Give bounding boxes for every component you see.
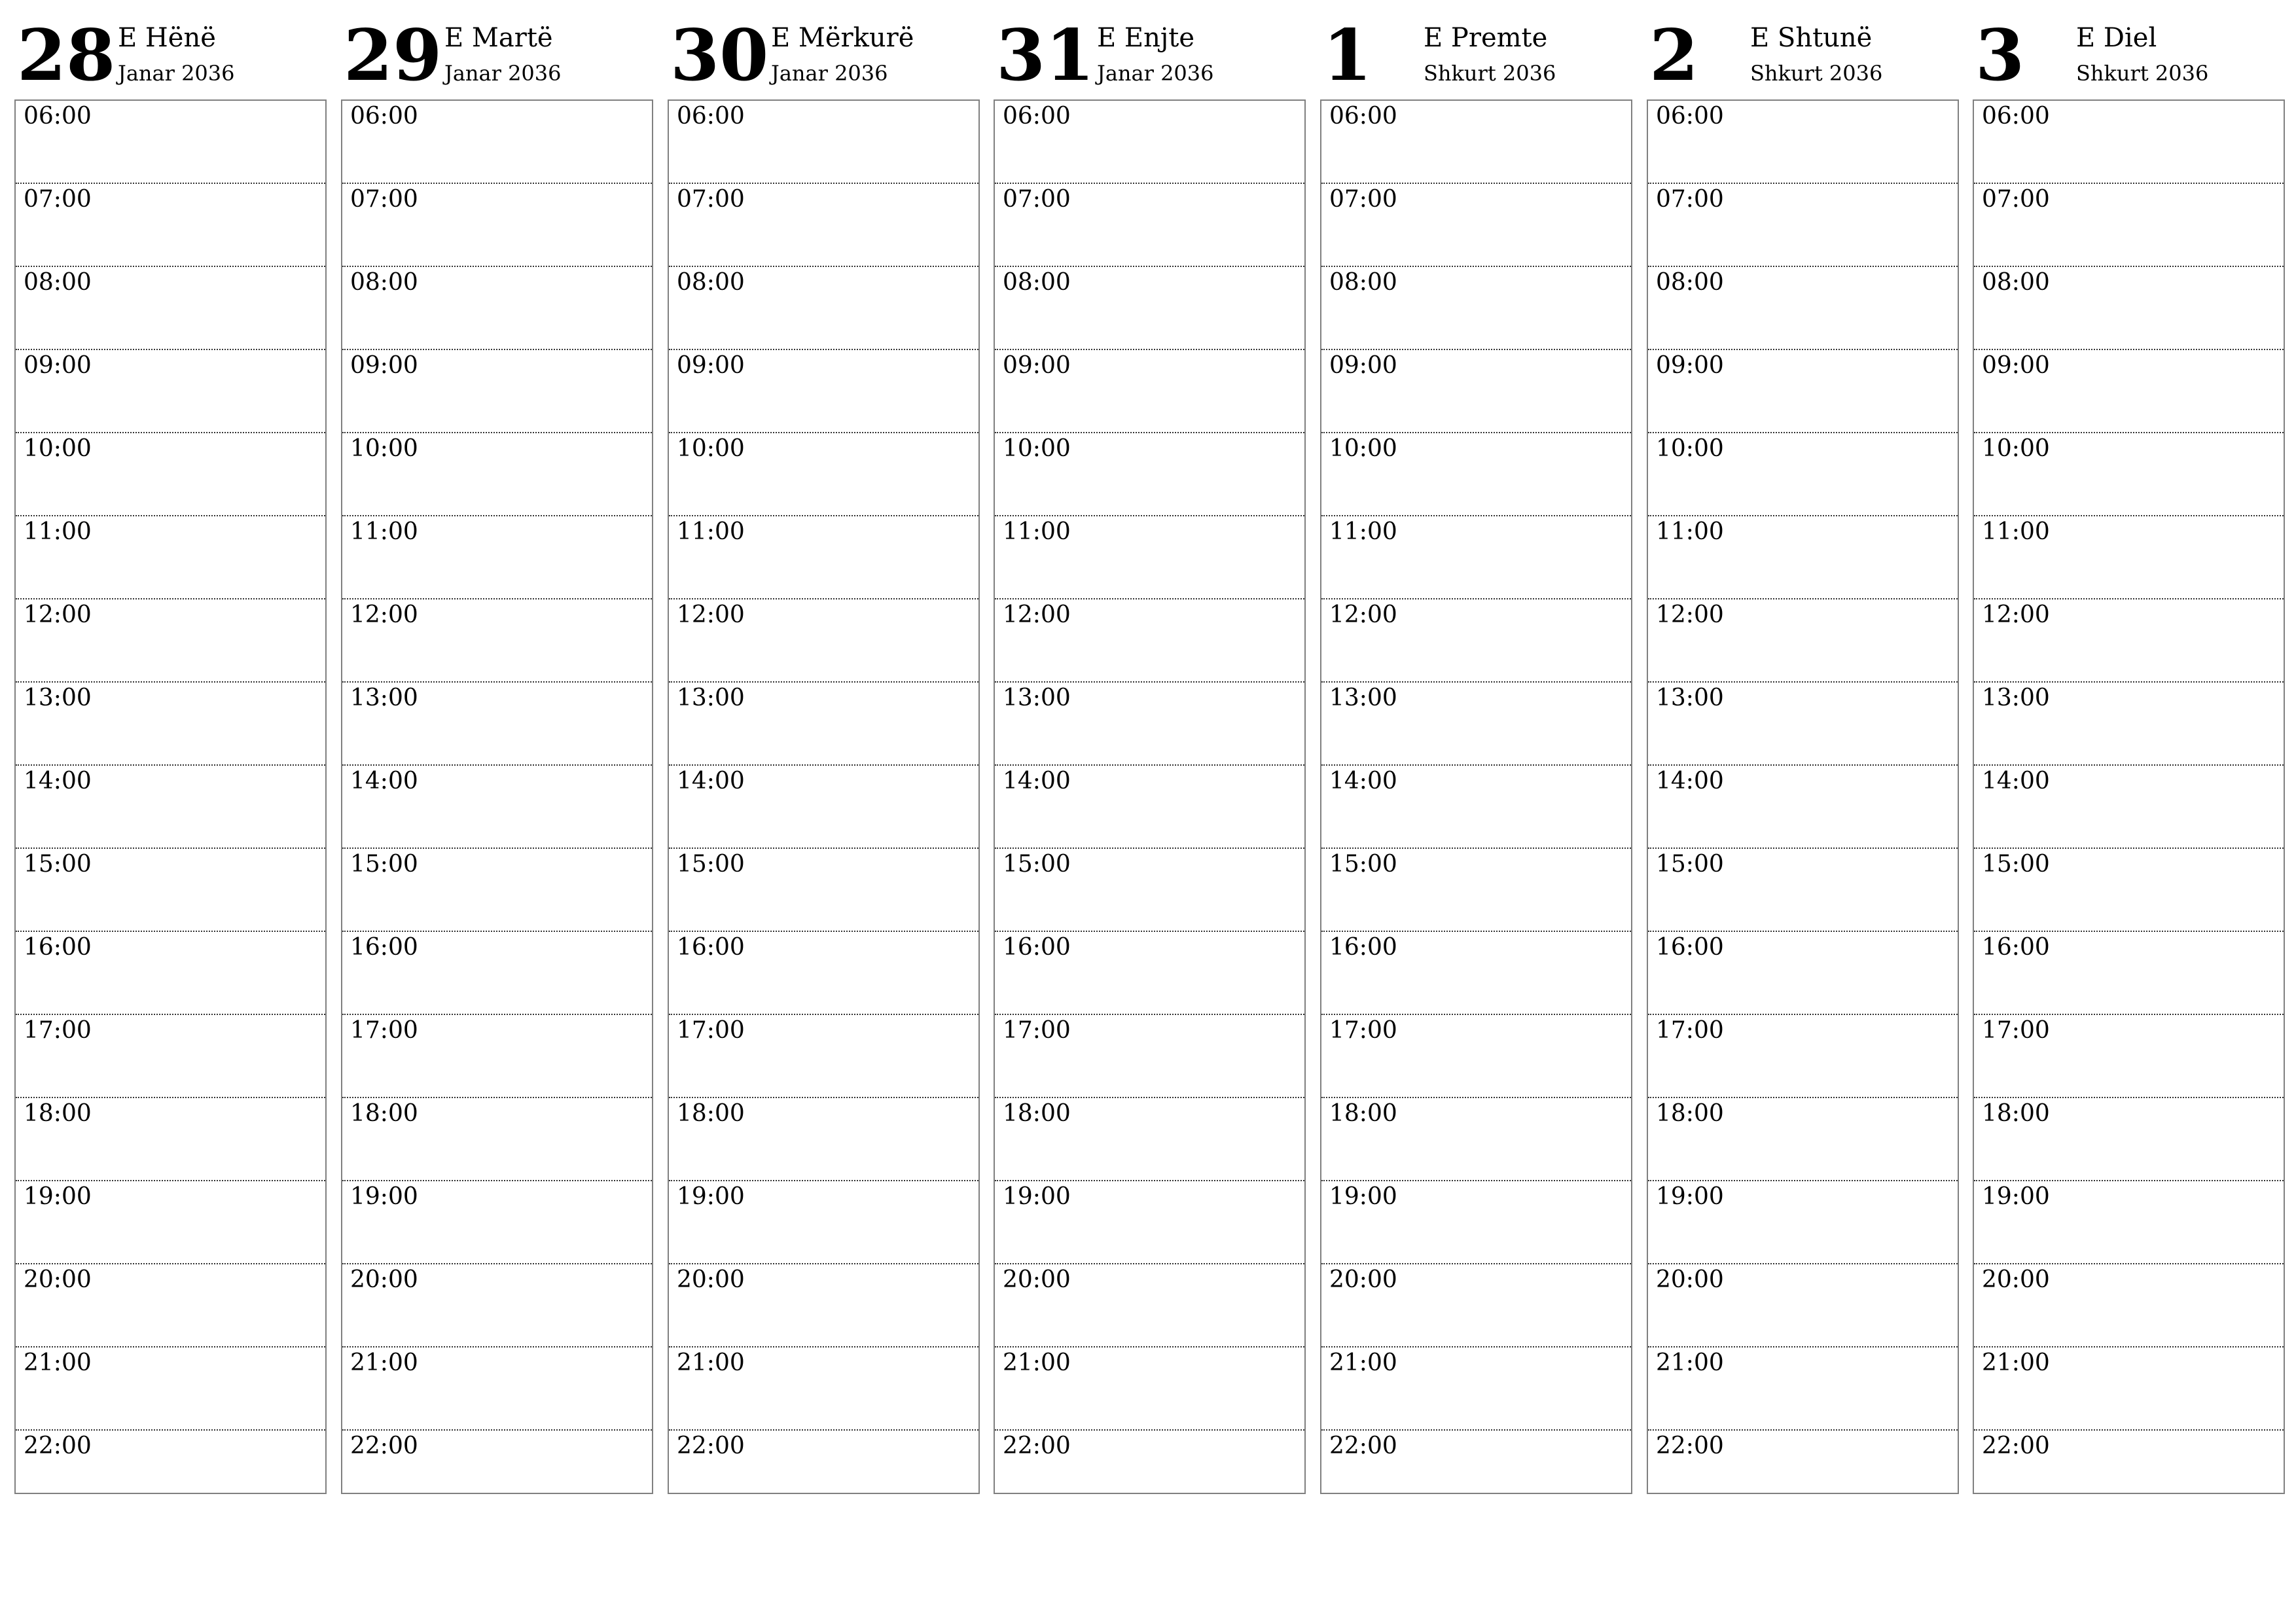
time-slot-label: 13:00 <box>1982 685 2050 711</box>
time-slot[interactable] <box>342 433 652 516</box>
time-slot[interactable] <box>16 101 325 184</box>
day-number: 30 <box>670 14 769 97</box>
time-slot[interactable] <box>1321 683 1631 766</box>
time-slot-label: 07:00 <box>1982 186 2050 213</box>
time-slot[interactable] <box>342 1015 652 1098</box>
time-slot-label: 20:00 <box>350 1266 418 1293</box>
time-slot[interactable] <box>1974 350 2284 433</box>
day-schedule-box <box>994 99 1306 1494</box>
time-slot[interactable] <box>995 1098 1304 1181</box>
time-slot-label: 13:00 <box>1003 685 1071 711</box>
time-slot[interactable] <box>342 849 652 932</box>
time-slot[interactable] <box>1321 267 1631 350</box>
time-slot[interactable] <box>1648 267 1958 350</box>
time-slot-label: 18:00 <box>1656 1100 1724 1127</box>
time-slot-label: 16:00 <box>350 934 418 961</box>
time-slot[interactable] <box>342 1264 652 1347</box>
time-slot[interactable] <box>1648 1098 1958 1181</box>
time-slot-label: 12:00 <box>1329 601 1397 628</box>
time-slot-label: 11:00 <box>24 518 92 545</box>
time-slot[interactable] <box>1648 1264 1958 1347</box>
time-slot[interactable] <box>1321 101 1631 184</box>
time-slot[interactable] <box>669 350 978 433</box>
time-slot[interactable] <box>1321 932 1631 1015</box>
time-slot[interactable] <box>342 1098 652 1181</box>
time-slot-label: 19:00 <box>677 1183 745 1210</box>
time-slot-label: 22:00 <box>1982 1433 2050 1459</box>
day-header <box>1647 0 1959 99</box>
day-column <box>1647 0 1959 1459</box>
time-slot-label: 20:00 <box>1003 1266 1071 1293</box>
time-slot-label: 10:00 <box>24 435 92 462</box>
time-slot[interactable] <box>995 1015 1304 1098</box>
time-slot[interactable] <box>1321 766 1631 849</box>
day-schedule-box <box>1647 99 1959 1494</box>
time-slot[interactable] <box>16 683 325 766</box>
day-name: E Mërkurë <box>771 23 914 53</box>
time-slot[interactable] <box>995 516 1304 599</box>
day-name: E Martë <box>444 23 553 53</box>
time-slot-label: 08:00 <box>1329 269 1397 296</box>
time-slot[interactable] <box>1648 1347 1958 1431</box>
time-slot-label: 06:00 <box>677 103 745 130</box>
time-slot[interactable] <box>342 350 652 433</box>
day-schedule-box <box>668 99 980 1494</box>
time-slot-label: 15:00 <box>1329 851 1397 878</box>
time-slot[interactable] <box>1648 184 1958 267</box>
time-slot[interactable] <box>1648 766 1958 849</box>
time-slot[interactable] <box>342 267 652 350</box>
time-slot[interactable] <box>669 101 978 184</box>
time-slot-label: 14:00 <box>24 768 92 794</box>
time-slot-label: 21:00 <box>1329 1349 1397 1376</box>
day-number: 1 <box>1323 14 1372 97</box>
day-column <box>14 0 327 1459</box>
time-slot[interactable] <box>342 932 652 1015</box>
day-header <box>341 0 653 99</box>
time-slot-label: 15:00 <box>1982 851 2050 878</box>
time-slot-label: 09:00 <box>1329 352 1397 379</box>
time-slot-label: 19:00 <box>350 1183 418 1210</box>
time-slot[interactable] <box>995 350 1304 433</box>
time-slot[interactable] <box>16 433 325 516</box>
time-slot[interactable] <box>16 1431 325 1514</box>
time-slot-label: 08:00 <box>1003 269 1071 296</box>
time-slot[interactable] <box>669 516 978 599</box>
time-slot[interactable] <box>669 766 978 849</box>
time-slot-label: 19:00 <box>1982 1183 2050 1210</box>
time-slot-label: 21:00 <box>24 1349 92 1376</box>
time-slot[interactable] <box>1974 1015 2284 1098</box>
time-slot-label: 16:00 <box>1003 934 1071 961</box>
time-slot[interactable] <box>16 1181 325 1264</box>
day-number: 31 <box>996 14 1095 97</box>
time-slot-label: 07:00 <box>350 186 418 213</box>
time-slot-label: 21:00 <box>677 1349 745 1376</box>
day-schedule-box <box>1320 99 1632 1494</box>
time-slot[interactable] <box>1974 516 2284 599</box>
time-slot-label: 19:00 <box>1003 1183 1071 1210</box>
time-slot[interactable] <box>1974 184 2284 267</box>
time-slot-label: 16:00 <box>24 934 92 961</box>
day-header <box>1320 0 1632 99</box>
time-slot[interactable] <box>995 1347 1304 1431</box>
time-slot[interactable] <box>342 599 652 683</box>
time-slot[interactable] <box>342 1431 652 1514</box>
time-slot[interactable] <box>1648 932 1958 1015</box>
time-slot[interactable] <box>1974 683 2284 766</box>
time-slot[interactable] <box>995 1181 1304 1264</box>
time-slot[interactable] <box>1648 849 1958 932</box>
time-slot[interactable] <box>669 1264 978 1347</box>
day-name: E Premte <box>1424 23 1548 53</box>
time-slot-label: 15:00 <box>24 851 92 878</box>
time-slot[interactable] <box>1648 350 1958 433</box>
time-slot[interactable] <box>1974 433 2284 516</box>
time-slot-label: 22:00 <box>24 1433 92 1459</box>
time-slot-label: 18:00 <box>1982 1100 2050 1127</box>
time-slot[interactable] <box>1648 516 1958 599</box>
time-slot-label: 10:00 <box>677 435 745 462</box>
time-slot[interactable] <box>342 516 652 599</box>
time-slot[interactable] <box>1648 101 1958 184</box>
time-slot[interactable] <box>1648 1015 1958 1098</box>
day-column <box>668 0 980 1459</box>
time-slot[interactable] <box>1321 433 1631 516</box>
time-slot-label: 17:00 <box>1982 1017 2050 1044</box>
time-slot[interactable] <box>1321 1181 1631 1264</box>
time-slot-label: 09:00 <box>350 352 418 379</box>
time-slot-label: 17:00 <box>24 1017 92 1044</box>
time-slot[interactable] <box>669 1431 978 1514</box>
time-slot-label: 21:00 <box>1003 1349 1071 1376</box>
time-slot-label: 10:00 <box>350 435 418 462</box>
time-slot-label: 09:00 <box>1982 352 2050 379</box>
time-slot-label: 21:00 <box>1982 1349 2050 1376</box>
day-column <box>994 0 1306 1459</box>
day-number: 28 <box>17 14 116 97</box>
day-month: Janar 2036 <box>444 61 562 86</box>
time-slot[interactable] <box>16 267 325 350</box>
time-slot[interactable] <box>995 433 1304 516</box>
time-slot-label: 14:00 <box>1656 768 1724 794</box>
time-slot-label: 17:00 <box>1656 1017 1724 1044</box>
time-slot-label: 10:00 <box>1982 435 2050 462</box>
time-slot-label: 21:00 <box>350 1349 418 1376</box>
time-slot-label: 21:00 <box>1656 1349 1724 1376</box>
time-slot-label: 12:00 <box>1982 601 2050 628</box>
time-slot-label: 13:00 <box>1329 685 1397 711</box>
time-slot-label: 13:00 <box>24 685 92 711</box>
time-slot-label: 07:00 <box>1656 186 1724 213</box>
time-slot-label: 15:00 <box>677 851 745 878</box>
time-slot[interactable] <box>1974 1347 2284 1431</box>
time-slot-label: 22:00 <box>1003 1433 1071 1459</box>
time-slot[interactable] <box>1321 599 1631 683</box>
time-slot-label: 22:00 <box>1329 1433 1397 1459</box>
time-slot-label: 09:00 <box>24 352 92 379</box>
time-slot-label: 11:00 <box>1982 518 2050 545</box>
day-header <box>14 0 327 99</box>
time-slot-label: 17:00 <box>1329 1017 1397 1044</box>
time-slot-label: 13:00 <box>1656 685 1724 711</box>
time-slot-label: 18:00 <box>1003 1100 1071 1127</box>
time-slot-label: 06:00 <box>1982 103 2050 130</box>
time-slot[interactable] <box>1974 1264 2284 1347</box>
time-slot-label: 12:00 <box>1003 601 1071 628</box>
day-month: Shkurt 2036 <box>1424 61 1556 86</box>
time-slot-label: 11:00 <box>677 518 745 545</box>
time-slot[interactable] <box>1321 1431 1631 1514</box>
day-name: E Shtunë <box>1750 23 1873 53</box>
time-slot[interactable] <box>16 1264 325 1347</box>
day-name: E Diel <box>2076 23 2157 53</box>
time-slot[interactable] <box>1974 932 2284 1015</box>
time-slot[interactable] <box>669 433 978 516</box>
time-slot[interactable] <box>342 1181 652 1264</box>
time-slot-label: 17:00 <box>677 1017 745 1044</box>
time-slot[interactable] <box>669 184 978 267</box>
time-slot[interactable] <box>16 350 325 433</box>
time-slot-label: 12:00 <box>677 601 745 628</box>
time-slot-label: 06:00 <box>1656 103 1724 130</box>
time-slot[interactable] <box>1974 1431 2284 1514</box>
time-slot[interactable] <box>16 766 325 849</box>
time-slot-label: 18:00 <box>1329 1100 1397 1127</box>
time-slot-label: 12:00 <box>24 601 92 628</box>
day-header <box>668 0 980 99</box>
time-slot[interactable] <box>1648 433 1958 516</box>
time-slot[interactable] <box>995 766 1304 849</box>
time-slot-label: 22:00 <box>1656 1433 1724 1459</box>
time-slot[interactable] <box>1974 101 2284 184</box>
time-slot[interactable] <box>16 849 325 932</box>
time-slot[interactable] <box>1321 1347 1631 1431</box>
time-slot[interactable] <box>16 184 325 267</box>
time-slot[interactable] <box>669 267 978 350</box>
time-slot-label: 06:00 <box>1003 103 1071 130</box>
time-slot-label: 10:00 <box>1329 435 1397 462</box>
time-slot-label: 14:00 <box>677 768 745 794</box>
time-slot-label: 14:00 <box>350 768 418 794</box>
time-slot-label: 10:00 <box>1656 435 1724 462</box>
time-slot[interactable] <box>669 683 978 766</box>
day-month: Shkurt 2036 <box>2076 61 2209 86</box>
time-slot-label: 12:00 <box>350 601 418 628</box>
time-slot[interactable] <box>342 766 652 849</box>
time-slot-label: 16:00 <box>677 934 745 961</box>
time-slot-label: 10:00 <box>1003 435 1071 462</box>
time-slot[interactable] <box>16 1098 325 1181</box>
time-slot[interactable] <box>669 599 978 683</box>
day-schedule-box <box>14 99 327 1494</box>
time-slot-label: 14:00 <box>1003 768 1071 794</box>
time-slot[interactable] <box>995 599 1304 683</box>
day-schedule-box <box>341 99 653 1494</box>
day-header <box>1973 0 2285 99</box>
time-slot-label: 12:00 <box>1656 601 1724 628</box>
time-slot-label: 17:00 <box>350 1017 418 1044</box>
time-slot[interactable] <box>342 1347 652 1431</box>
time-slot[interactable] <box>16 932 325 1015</box>
time-slot-label: 18:00 <box>677 1100 745 1127</box>
time-slot[interactable] <box>1974 267 2284 350</box>
time-slot[interactable] <box>1648 599 1958 683</box>
day-month: Janar 2036 <box>118 61 235 86</box>
time-slot[interactable] <box>995 101 1304 184</box>
time-slot[interactable] <box>669 1181 978 1264</box>
time-slot-label: 13:00 <box>350 685 418 711</box>
time-slot-label: 09:00 <box>677 352 745 379</box>
time-slot-label: 08:00 <box>1982 269 2050 296</box>
time-slot[interactable] <box>16 516 325 599</box>
time-slot-label: 11:00 <box>1656 518 1724 545</box>
time-slot-label: 16:00 <box>1982 934 2050 961</box>
time-slot[interactable] <box>669 1098 978 1181</box>
time-slot-label: 13:00 <box>677 685 745 711</box>
time-slot[interactable] <box>669 1347 978 1431</box>
time-slot[interactable] <box>995 184 1304 267</box>
time-slot[interactable] <box>1974 599 2284 683</box>
time-slot[interactable] <box>995 683 1304 766</box>
day-column <box>1973 0 2285 1459</box>
day-name: E Hënë <box>118 23 216 53</box>
time-slot[interactable] <box>1974 1098 2284 1181</box>
time-slot[interactable] <box>995 849 1304 932</box>
time-slot-label: 19:00 <box>24 1183 92 1210</box>
time-slot-label: 08:00 <box>677 269 745 296</box>
time-slot[interactable] <box>342 184 652 267</box>
time-slot[interactable] <box>995 1264 1304 1347</box>
time-slot-label: 07:00 <box>677 186 745 213</box>
day-month: Janar 2036 <box>771 61 888 86</box>
time-slot[interactable] <box>1648 1431 1958 1514</box>
day-number: 29 <box>344 14 442 97</box>
time-slot-label: 20:00 <box>1982 1266 2050 1293</box>
time-slot-label: 11:00 <box>350 518 418 545</box>
day-schedule-box <box>1973 99 2285 1494</box>
time-slot-label: 17:00 <box>1003 1017 1071 1044</box>
time-slot-label: 18:00 <box>350 1100 418 1127</box>
time-slot-label: 11:00 <box>1329 518 1397 545</box>
time-slot-label: 07:00 <box>24 186 92 213</box>
time-slot-label: 15:00 <box>350 851 418 878</box>
time-slot-label: 06:00 <box>1329 103 1397 130</box>
time-slot[interactable] <box>669 932 978 1015</box>
day-number: 3 <box>1975 14 2025 97</box>
time-slot-label: 08:00 <box>24 269 92 296</box>
time-slot-label: 19:00 <box>1656 1183 1724 1210</box>
time-slot-label: 14:00 <box>1982 768 2050 794</box>
time-slot[interactable] <box>1321 184 1631 267</box>
time-slot[interactable] <box>16 1347 325 1431</box>
time-slot[interactable] <box>342 683 652 766</box>
time-slot[interactable] <box>1321 1015 1631 1098</box>
time-slot[interactable] <box>16 1015 325 1098</box>
time-slot[interactable] <box>16 599 325 683</box>
time-slot-label: 16:00 <box>1656 934 1724 961</box>
day-number: 2 <box>1649 14 1699 97</box>
time-slot[interactable] <box>995 932 1304 1015</box>
time-slot[interactable] <box>1321 1098 1631 1181</box>
time-slot[interactable] <box>1974 766 2284 849</box>
time-slot-label: 08:00 <box>1656 269 1724 296</box>
time-slot-label: 20:00 <box>677 1266 745 1293</box>
time-slot[interactable] <box>342 101 652 184</box>
time-slot[interactable] <box>1974 1181 2284 1264</box>
time-slot-label: 06:00 <box>350 103 418 130</box>
day-name: E Enjte <box>1097 23 1195 53</box>
time-slot[interactable] <box>1321 849 1631 932</box>
time-slot[interactable] <box>995 1431 1304 1514</box>
time-slot[interactable] <box>1648 683 1958 766</box>
time-slot-label: 08:00 <box>350 269 418 296</box>
time-slot-label: 11:00 <box>1003 518 1071 545</box>
time-slot-label: 16:00 <box>1329 934 1397 961</box>
time-slot-label: 06:00 <box>24 103 92 130</box>
time-slot[interactable] <box>1321 1264 1631 1347</box>
time-slot[interactable] <box>995 267 1304 350</box>
time-slot-label: 09:00 <box>1656 352 1724 379</box>
time-slot-label: 09:00 <box>1003 352 1071 379</box>
time-slot[interactable] <box>669 1015 978 1098</box>
time-slot-label: 20:00 <box>1656 1266 1724 1293</box>
time-slot-label: 15:00 <box>1656 851 1724 878</box>
time-slot-label: 20:00 <box>24 1266 92 1293</box>
time-slot[interactable] <box>1648 1181 1958 1264</box>
time-slot-label: 18:00 <box>24 1100 92 1127</box>
day-column <box>1320 0 1632 1459</box>
time-slot-label: 19:00 <box>1329 1183 1397 1210</box>
time-slot-label: 07:00 <box>1003 186 1071 213</box>
time-slot[interactable] <box>669 849 978 932</box>
time-slot-label: 20:00 <box>1329 1266 1397 1293</box>
time-slot-label: 07:00 <box>1329 186 1397 213</box>
time-slot-label: 22:00 <box>350 1433 418 1459</box>
day-month: Shkurt 2036 <box>1750 61 1883 86</box>
time-slot[interactable] <box>1974 849 2284 932</box>
day-header <box>994 0 1306 99</box>
time-slot-label: 22:00 <box>677 1433 745 1459</box>
time-slot[interactable] <box>1321 350 1631 433</box>
day-month: Janar 2036 <box>1097 61 1214 86</box>
time-slot[interactable] <box>1321 516 1631 599</box>
time-slot-label: 14:00 <box>1329 768 1397 794</box>
day-column <box>341 0 653 1459</box>
time-slot-label: 15:00 <box>1003 851 1071 878</box>
